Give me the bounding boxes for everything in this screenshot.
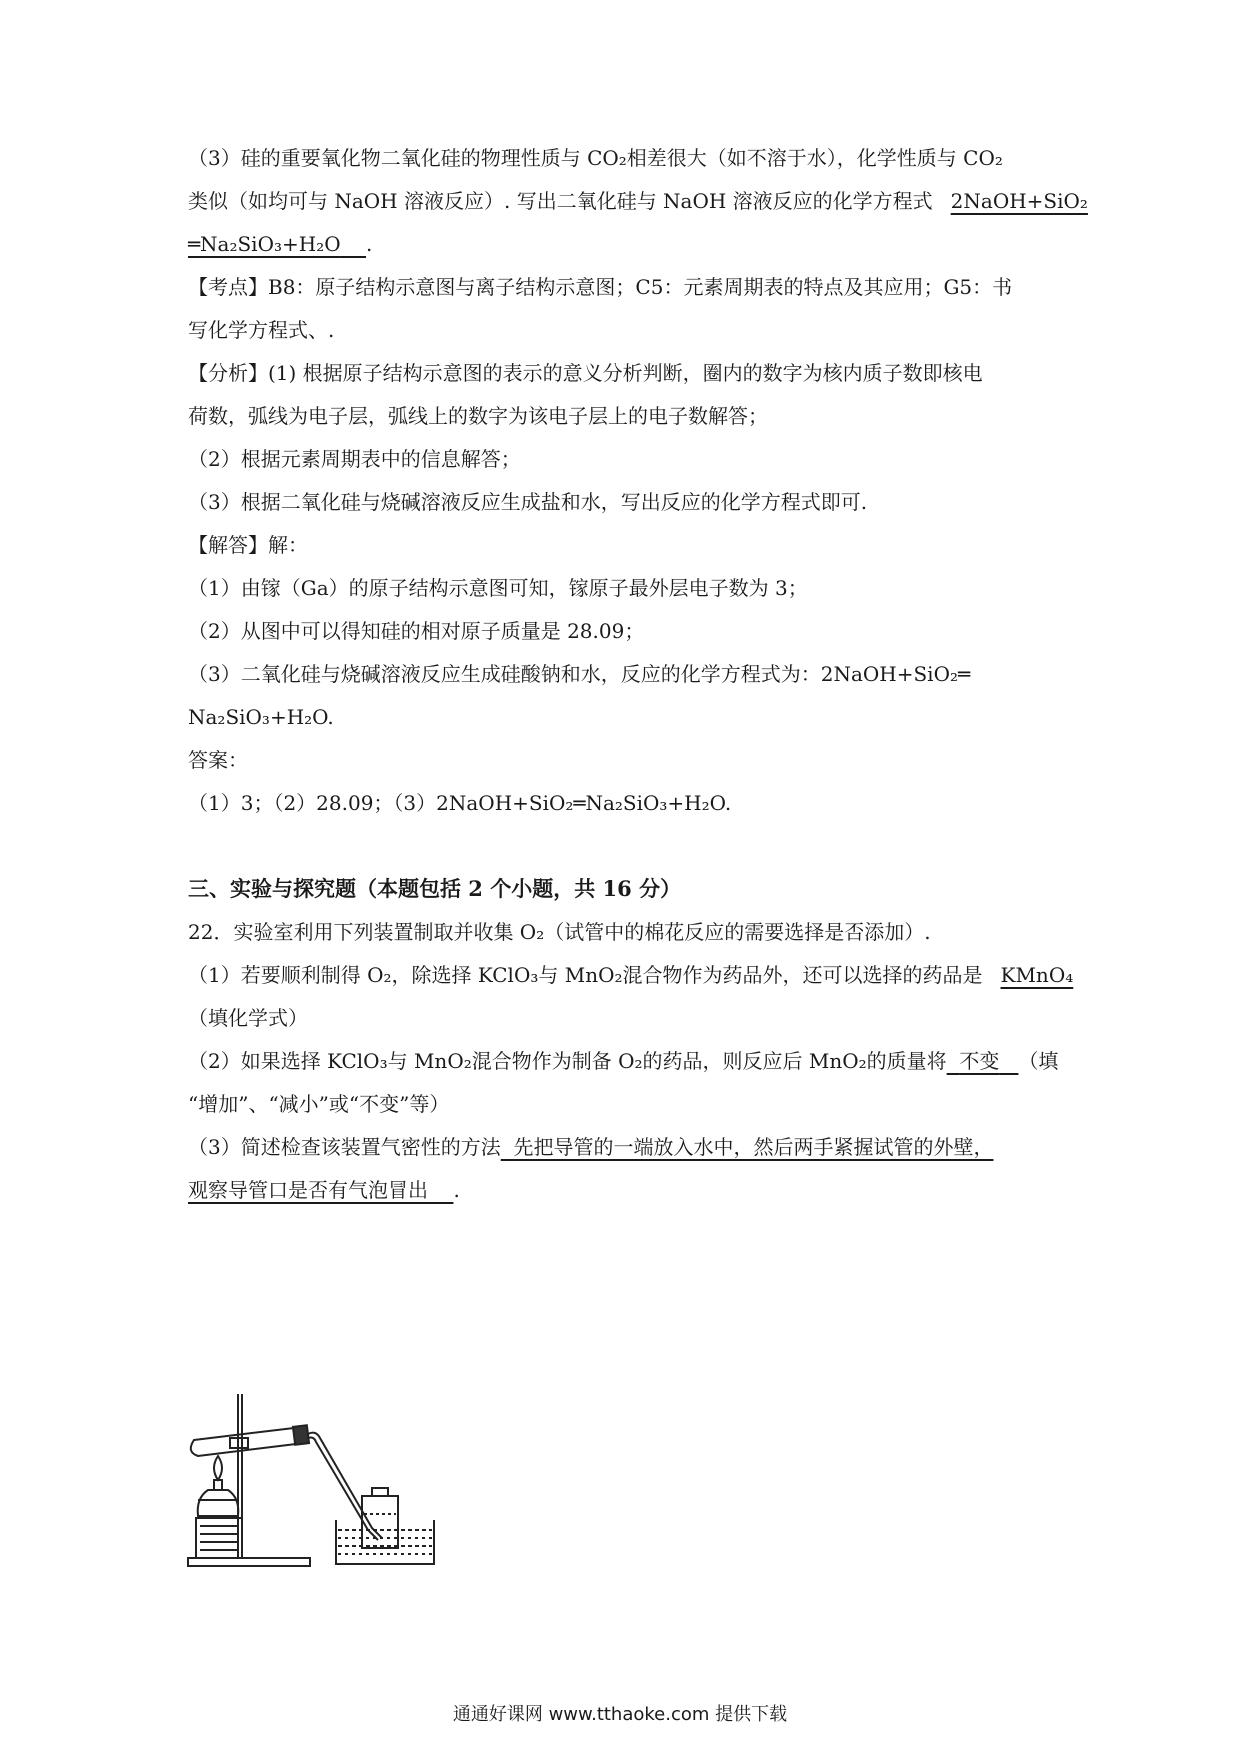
q22-p1-text: （1）若要顺利制得 O₂，除选择 KClO₃与 MnO₂混合物作为药品外，还可以选择的药品是	[188, 963, 983, 987]
q22-p3-line2	[188, 1176, 1060, 1204]
q21-part3-end: .	[366, 232, 373, 256]
alcohol-lamp	[198, 1490, 239, 1516]
q22-stem: 22．实验室利用下列装置制取并收集 O₂（试管中的棉花反应的需要选择是否添加）.	[188, 920, 931, 944]
flame	[214, 1456, 222, 1480]
kaodian-line2: 写化学方程式、.	[188, 318, 335, 342]
q22-p2-text: （2）如果选择 KClO₃与 MnO₂混合物作为制备 O₂的药品，则反应后 MnO₂的质量将	[188, 1049, 947, 1073]
q21-part3-line2-text: 类似（如均可与 NaOH 溶液反应）. 写出二氧化硅与 NaOH 溶液反应的化学方程式	[188, 189, 933, 213]
q22-p1-answer: KMnO₄	[1000, 963, 1074, 987]
jieda-title: 【解答】解：	[188, 533, 308, 557]
section-heading: 三、实验与探究题（本题包括 2 个小题，共 16 分）	[188, 876, 682, 901]
wood-block	[196, 1518, 242, 1558]
q22-p3-end: .	[453, 1178, 460, 1202]
q21-part3-line2	[188, 187, 1088, 215]
q22-p1-tail: （填化学式）	[188, 1006, 308, 1030]
jieda-line4: Na₂SiO₃+H₂O.	[188, 705, 334, 729]
jieda-line3: （3）二氧化硅与烧碱溶液反应生成硅酸钠和水，反应的化学方程式为：2NaOH+SiO₂═	[188, 662, 971, 686]
daan-line: （1）3；（2）28.09；（3）2NaOH+SiO₂═Na₂SiO₃+H₂O.	[188, 791, 732, 815]
jieda-line1: （1）由镓（Ga）的原子结构示意图可知，镓原子最外层电子数为 3；	[188, 576, 808, 600]
stopper	[293, 1425, 309, 1445]
q22-p2-answer: 不变	[959, 1049, 1000, 1073]
kaodian-line1: 【考点】B8：原子结构示意图与离子结构示意图；C5：元素周期表的特点及其应用；G5：书	[188, 275, 1013, 299]
daan-title: 答案：	[188, 748, 248, 772]
q22-p3-answer-b: 观察导管口是否有气泡冒出	[188, 1178, 428, 1202]
footer: 通通好课网 www.tthaoke.com 提供下载	[452, 1704, 788, 1725]
q22-p2-tail: “增加”、“减小”或“不变”等）	[188, 1092, 450, 1116]
q22-p2-after: （填	[1018, 1049, 1059, 1073]
water-trough	[336, 1520, 434, 1564]
q21-answer-a: 2NaOH+SiO₂	[950, 189, 1088, 213]
jieda-line2: （2）从图中可以得知硅的相对原子质量是 28.09；	[188, 619, 645, 643]
fenxi-line4: （3）根据二氧化硅与烧碱溶液反应生成盐和水，写出反应的化学方程式即可.	[188, 490, 868, 514]
q21-part3-line1: （3）硅的重要氧化物二氧化硅的物理性质与 CO₂相差很大（如不溶于水），化学性质与 CO₂	[188, 146, 1003, 170]
q22-p3-answer-a: 先把导管的一端放入水中，然后两手紧握试管的外壁，	[513, 1135, 994, 1159]
fenxi-line1: 【分析】(1) 根据原子结构示意图的表示的意义分析判断，圈内的数字为核内质子数即核电	[188, 361, 983, 385]
fenxi-line2: 荷数，弧线为电子层，弧线上的数字为该电子层上的电子数解答；	[188, 404, 768, 428]
apparatus-illustration	[186, 1388, 446, 1578]
q22-p2-line1	[188, 1047, 1060, 1075]
q22-p3-line1	[188, 1133, 1060, 1161]
q22-p1-line1	[188, 961, 1074, 989]
fenxi-line3: （2）根据元素周期表中的信息解答；	[188, 447, 521, 471]
q22-p3-text: （3）简述检查该装置气密性的方法	[188, 1135, 501, 1159]
stand-base	[188, 1558, 310, 1566]
test-tube	[191, 1428, 296, 1456]
q21-answer-b: ═Na₂SiO₃+H₂O	[188, 232, 341, 256]
q21-part3-line3	[188, 230, 1060, 258]
